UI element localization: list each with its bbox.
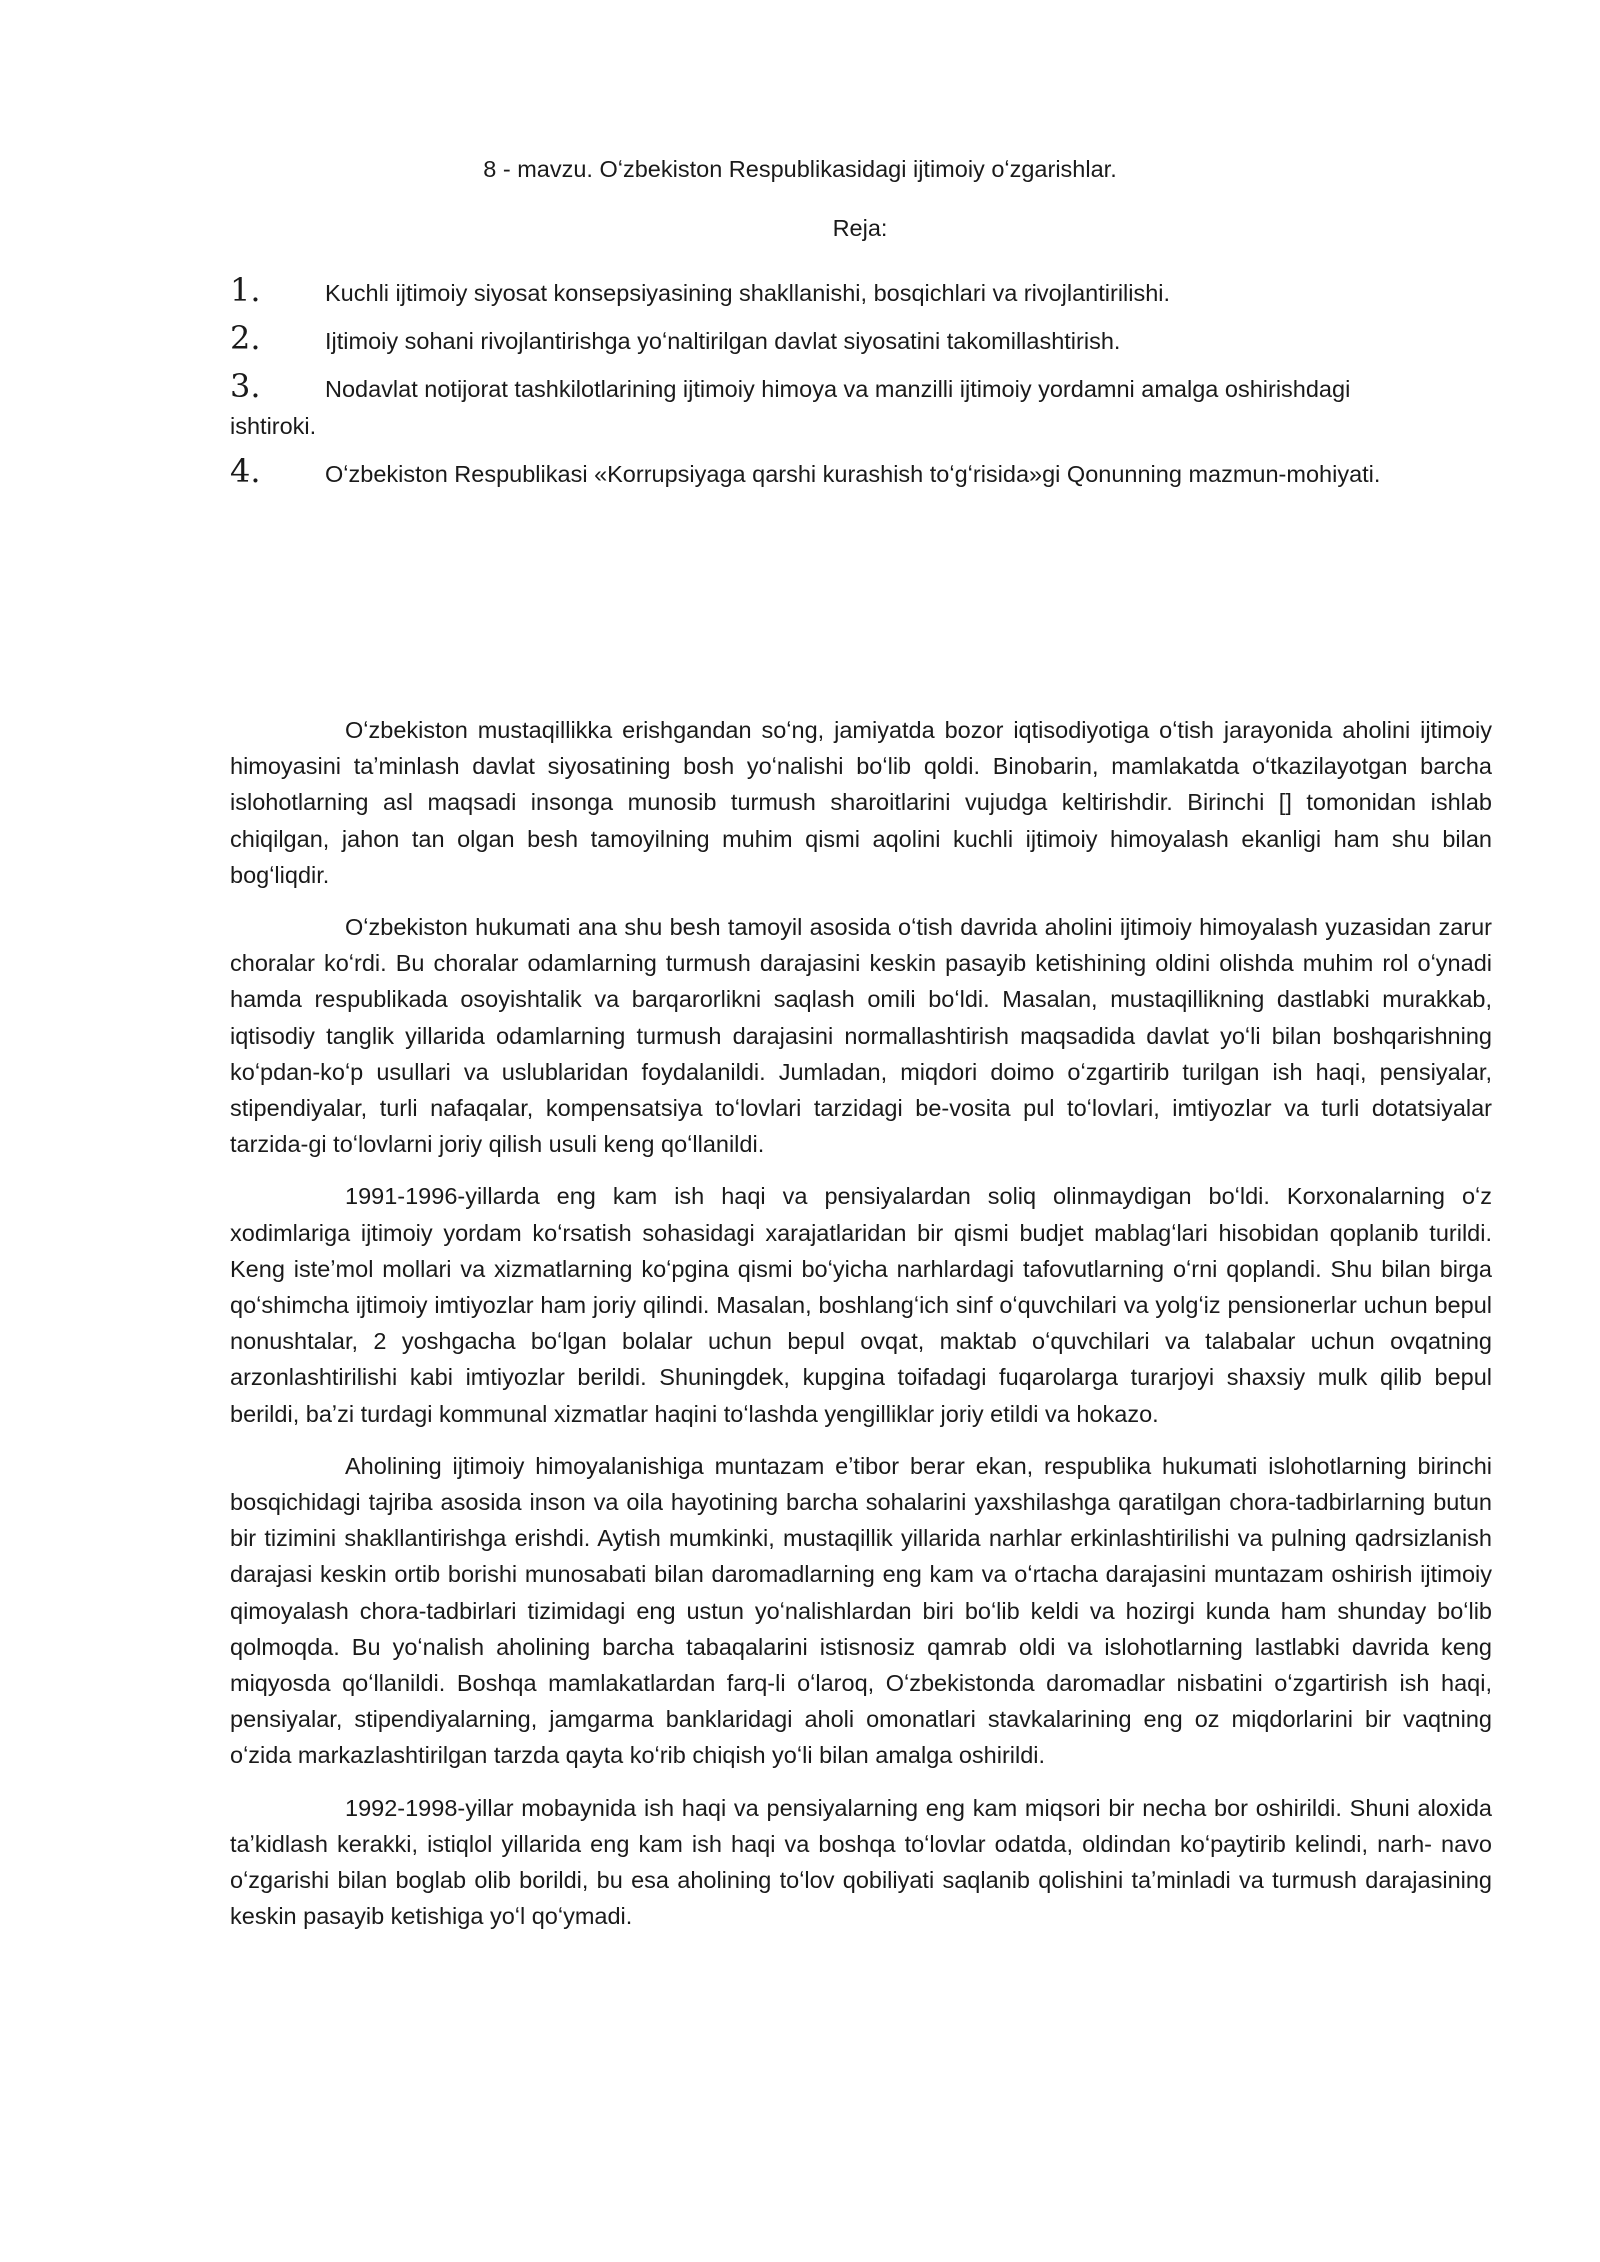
body-paragraph: 1992-1998-yillar mobaynida ish haqi va pensiyalarning eng kam miqsori bir necha bor oshirildi. Shuni aloxida taʼkidlash kerakki, istiqlol yillarida eng kam ish haqi va boshqa toʻlovlar odatda, oldindan koʻpaytirib kelindi, narh- navo oʻzgarishi bilan boglab olib borildi, bu esa aholining toʻlov qobiliyati saqlanib qolishini taʼminladi va turmush darajasining keskin pasayib ketishiga yoʻl qoʻymadi. <box>230 1794 1492 1930</box>
plan-item-number: 2. <box>230 319 261 357</box>
plan-item <box>230 453 1430 493</box>
plan-heading: Reja: <box>832 215 888 241</box>
plan-item-text: Oʻzbekiston Respublikasi «Korrupsiyaga qarshi kurashish toʻgʻrisida»gi Qonunning mazmun-mohiyati. <box>325 461 1381 487</box>
plan-item-text: Ijtimoiy sohani rivojlantirishga yoʻnaltirilgan davlat siyosatini takomillashtirish. <box>325 328 1121 354</box>
body-text <box>230 712 1492 1951</box>
document-title: 8 - mavzu. Oʻzbekiston Respublikasidagi ijtimoiy oʻzgarishlar. <box>483 156 1117 182</box>
plan-item-text: Kuchli ijtimoiy siyosat konsepsiyasining shakllanishi, bosqichlari va rivojlantirilishi. <box>325 280 1171 306</box>
plan-item-number: 4. <box>230 452 261 490</box>
plan-item-text: Nodavlat notijorat tashkilotlarining ijtimoiy himoya va manzilli ijtimoiy yordamni amalga oshirishdagi ishtiroki. <box>230 376 1351 439</box>
plan-item-number: 1. <box>230 271 261 309</box>
plan-item-number: 3. <box>230 367 261 405</box>
body-paragraph: 1991-1996-yillarda eng kam ish haqi va pensiyalardan soliq olinmaydigan boʻldi. Korxonalarning oʻz xodimlariga ijtimoiy yordam koʻrsatish sohasidagi xarajatlaridan bir qismi budjet mablagʻlari hisobidan qoplanib turildi. Keng isteʼmol mollari va xizmatlarning koʻpgina qismi boʻyicha narhlardagi tafovutlarning oʻrni qoplandi. Shu bilan birga qoʻshimcha ijtimoiy imtiyozlar ham joriy qilindi. Masalan, boshlangʻich sinf oʻquvchilari va yolgʻiz pensionerlar uchun bepul nonushtalar, 2 yoshgacha boʻlgan bolalar uchun bepul ovqat, maktab oʻquvchilari va talabalar uchun ovqatning arzonlashtirilishi kabi imtiyozlar berildi. Shuningdek, kupgina toifadagi fuqarolarga turarjoyi shaxsiy mulk qilib bepul berildi, baʼzi turdagi kommunal xizmatlar haqini toʻlashda yengilliklar joriy etildi va hokazo. <box>230 1183 1492 1427</box>
body-paragraph: Oʻzbekiston mustaqillikka erishgandan soʻng, jamiyatda bozor iqtisodiyotiga oʻtish jarayonida aholini ijtimoiy himoyasini taʼminlash davlat siyosatining bosh yoʻnalishi boʻlib qoldi. Binobarin, mamlakatda oʻtkazilayotgan barcha islohotlarning asl maqsadi insonga munosib turmush sharoitlarini vujudga keltirishdir. Birinchi [] tomonidan ishlab chiqilgan, jahon tan olgan besh tamoyilning muhim qismi aqolini kuchli ijtimoiy himoyalash ekanligi ham shu bilan bogʻliqdir. <box>230 717 1492 888</box>
plan-item <box>230 320 1430 360</box>
body-paragraph: Oʻzbekiston hukumati ana shu besh tamoyil asosida oʻtish davrida aholini ijtimoiy himoyalash yuzasidan zarur choralar koʻrdi. Bu choralar odamlarning turmush darajasini keskin pasayib ketishining oldini olishda muhim rol oʻynadi hamda respublikada osoyishtalik va barqarorlikni saqlash omili boʻldi. Masalan, mustaqillikning dastlabki murakkab, iqtisodiy tanglik yillarida odamlarning turmush darajasini normallashtirish maqsadida davlat yoʻli bilan boshqarishning koʻpdan-koʻp usullari va uslublaridan foydalanildi. Jumladan, miqdori doimo oʻzgartirib turilgan ish haqi, pensiyalar, stipendiyalar, turli nafaqalar, kompensatsiya toʻlovlari tarzidagi be-vosita pul toʻlovlari, imtiyozlar va turli dotatsiyalar tarzida-gi toʻlovlarni joriy qilish usuli keng qoʻllanildi. <box>230 914 1492 1158</box>
plan-item <box>230 272 1430 312</box>
plan-item <box>230 368 1430 445</box>
body-paragraph: Aholining ijtimoiy himoyalanishiga muntazam eʼtibor berar ekan, respublika hukumati islohotlarning birinchi bosqichidagi tajriba asosida inson va oila hayotining barcha sohalarini yaxshilashga qaratilgan chora-tadbirlarning butun bir tizimini shakllantirishga erishdi. Aytish mumkinki, mustaqillik yillarida narhlar erkinlashtirilishi va pulning qadrsizlanish darajasi keskin ortib borishi munosabati bilan daromadlarning eng kam va oʻrtacha darajasini muntazam oshirish ijtimoiy qimoyalash chora-tadbirlari tizimidagi eng ustun yoʻnalishlardan biri boʻlib keldi va hozirgi kunda ham shunday boʻlib qolmoqda. Bu yoʻnalish aholining barcha tabaqalarini istisnosiz qamrab oldi va islohotlarning lastlabki davrida keng miqyosda qoʻllanildi. Boshqa mamlakatlardan farq-li oʻlaroq, Oʻzbekistonda daromadlar nisbatini oʻzgartirish ish haqi, pensiyalar, stipendiyalarning, jamgarma banklaridagi aholi omonatlari stavkalarining eng oz miqdorlarini bir vaqtning oʻzida markazlashtirilgan tarzda qayta koʻrib chiqish yoʻli bilan amalga oshirildi. <box>230 1452 1492 1769</box>
plan-list <box>230 272 1430 501</box>
